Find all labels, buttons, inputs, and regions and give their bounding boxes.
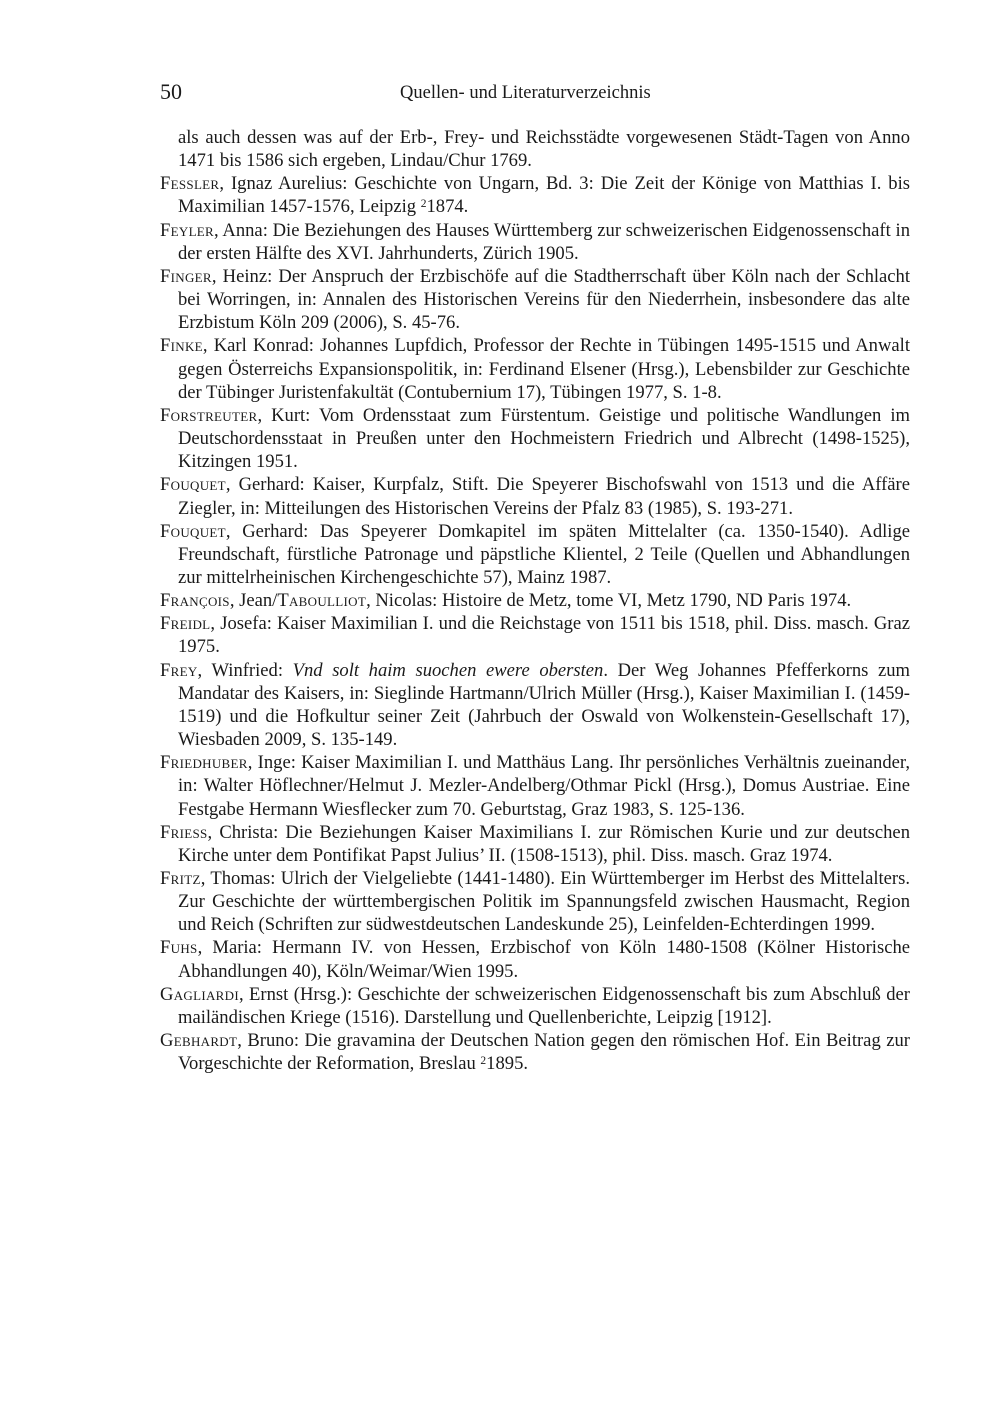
author-name: Fritz xyxy=(160,868,201,889)
bibliography-entry: Gagliardi, Ernst (Hrsg.): Geschichte der schweizerischen Eidgenossenschaft bis zum Abschluß der mailändischen Kriege (1516). Darstellung und Quellenberichte, Leipzig [1912]. xyxy=(160,983,910,1028)
author-name: Feyler xyxy=(160,219,215,241)
bibliography-entry: Finger, Heinz: Der Anspruch der Erzbischöfe auf die Stadtherrschaft über Köln nach der Schlacht bei Worringen, in: Annalen des Historischen Vereins für den Niederrhein, insbesondere das alte Erzbistum Köln 209 (2006), S. 45-76. xyxy=(160,265,910,334)
bibliography-entry: Feyler, Anna: Die Beziehungen des Hauses Württemberg zur schweizerischen Eidgenossenschaft in der ersten Hälfte des XVI. Jahrhunderts, Zürich 1905. xyxy=(160,219,910,264)
author-name: Fessler xyxy=(160,173,220,195)
bibliography-entry: François, Jean/Taboulliot, Nicolas: Histoire de Metz, tome VI, Metz 1790, ND Paris 1974. xyxy=(160,590,852,612)
page-number: 50 xyxy=(160,79,182,104)
bibliography-entry: Gebhardt, Bruno: Die gravamina der Deutschen Nation gegen den römischen Hof. Ein Beitrag zur Vorgeschichte der Reformation, Breslau $^2$1895. xyxy=(160,1030,910,1075)
edition-superscript: 2 xyxy=(420,198,427,211)
running-title: Quellen- und Literaturverzeichnis xyxy=(400,83,651,103)
author-name: Fouquet xyxy=(160,474,226,496)
bibliography-entry: Frey, Winfried: Vnd solt haim suochen ewere obersten. Der Weg Johannes Pfefferkorns zum Mandatar des Kaisers, in: Sieglinde Hartmann/Ulrich Müller (Hrsg.), Kaiser Maximilian I. (1459-1519) und die Hofkultur seiner Zeit (Jahrbuch der Oswald von Wolkenstein-Gesellschaft 17), Wiesbaden 2009, S. 135-149. xyxy=(160,659,910,751)
author-name: Friedhuber xyxy=(160,752,248,774)
bibliography-entry: Fessler, Ignaz Aurelius: Geschichte von Ungarn, Bd. 3: Die Zeit der Könige von Matthias I. bis Maximilian 1457-1576, Leipzig $^2$1874. xyxy=(160,173,910,218)
bibliography-entry: Finke, Karl Konrad: Johannes Lupfdich, Professor der Rechte in Tübingen 1495-1515 und Anwalt gegen Österreichs Expansionspolitik, in: Ferdinand Elsener (Hrsg.), Lebensbilder zur Geschichte der Tübinger Juristenfakultät (Contubernium 17), Tübingen 1977, S. 1-8. xyxy=(160,335,910,403)
second-author-name: Taboulliot xyxy=(277,590,367,612)
author-name: Fouquet xyxy=(160,520,226,542)
author-name: Gebhardt xyxy=(160,1030,238,1052)
edition-superscript: 2 xyxy=(480,1055,487,1068)
italic-title: Vnd solt haim suochen ewere obersten xyxy=(292,659,604,681)
author-name: Friess xyxy=(160,821,208,843)
bibliography-entry: Freidl, Josefa: Kaiser Maximilian I. und die Reichstage von 1511 bis 1518, phil. Diss. masch. Graz 1975. xyxy=(160,613,910,658)
bibliography-entry: Fouquet, Gerhard: Kaiser, Kurpfalz, Stift. Die Speyerer Bischofswahl von 1513 und die Affäre Ziegler, in: Mitteilungen des Historischen Vereins der Pfalz 83 (1985), S. 193-271. xyxy=(160,474,910,519)
author-name: Frey xyxy=(160,659,198,681)
bibliography-entry: Forstreuter, Kurt: Vom Ordensstaat zum Fürstentum. Geistige und politische Wandlungen im Deutschordensstaat in Preußen unter den Hochmeistern Friedrich und Albrecht (1498-1525), Kitzingen 1951. xyxy=(160,404,910,473)
bibliography-entry: Fouquet, Gerhard: Das Speyerer Domkapitel im späten Mittelalter (ca. 1350-1540). Adlige Freundschaft, fürstliche Patronage und päpstliche Klientel, 2 Teile (Quellen und Abhandlungen zur mittelrheinischen Kirchengeschichte 57), Mainz 1987. xyxy=(160,520,910,588)
author-name: Finger xyxy=(160,265,212,287)
page-header xyxy=(160,78,910,108)
author-name: François xyxy=(160,590,230,612)
bibliography-entry: Fuhs, Maria: Hermann IV. von Hessen, Erzbischof von Köln 1480-1508 (Kölner Historische Abhandlungen 40), Köln/Weimar/Wien 1995. xyxy=(160,937,910,982)
author-name: Forstreuter xyxy=(160,404,258,426)
bibliography-entry: Friedhuber, Inge: Kaiser Maximilian I. und Matthäus Lang. Ihr persönliches Verhältnis zueinander, in: Walter Höflechner/Helmut J. Mezler-Andelberg/Othmar Pickl (Hrsg.), Domus Austriae. Eine Festgabe Hermann Wiesflecker zum 70. Geburtstag, Graz 1983, S. 125-136. xyxy=(160,752,910,820)
bibliography-entry-continuation: als auch dessen was auf der Erb-, Frey- und Reichsstädte vorgewesenen Städt-Tagen von Anno 1471 bis 1586 sich ergeben, Lindau/Chur 1769. xyxy=(178,127,910,172)
author-name: Freidl xyxy=(160,613,211,635)
bibliography-list xyxy=(160,126,910,1075)
bibliography-entry: Friess, Christa: Die Beziehungen Kaiser Maximilians I. zur Römischen Kurie und zur deutschen Kirche unter dem Pontifikat Papst Julius’ II. (1508-1513), phil. Diss. masch. Graz 1974. xyxy=(160,821,910,866)
author-name: Finke xyxy=(160,335,203,357)
author-name: Fuhs xyxy=(160,937,198,959)
bibliography-entry: Fritz, Thomas: Ulrich der Vielgeliebte (1441-1480). Ein Württemberger im Herbst des Mittelalters. Zur Geschichte der württembergischen Politik im Spannungsfeld zwischen Hausmacht, Region und Reich (Schriften zur südwestdeutschen Landeskunde 25), Leinfelden-Echterdingen 1999. xyxy=(160,868,910,936)
author-name: Gagliardi xyxy=(160,983,239,1005)
